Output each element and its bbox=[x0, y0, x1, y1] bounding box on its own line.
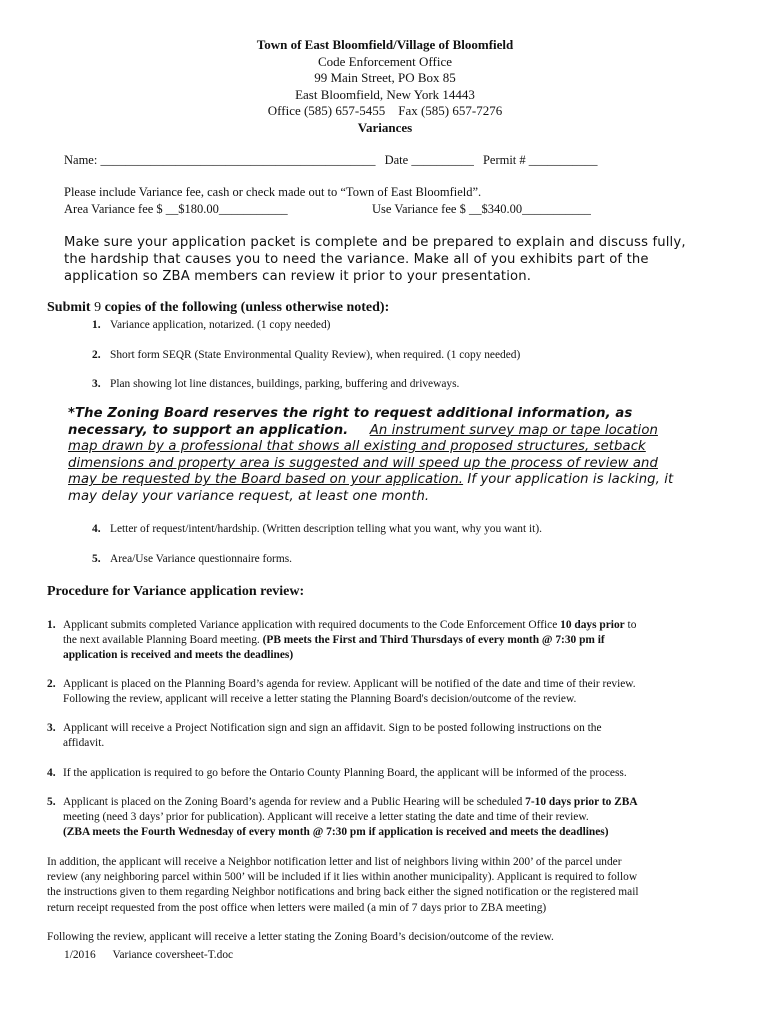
list-item bbox=[92, 552, 292, 567]
warning-line: If your application is lacking, it bbox=[463, 472, 674, 488]
submit-heading-pre: Submit bbox=[47, 300, 95, 315]
permit-label: Permit # bbox=[482, 153, 526, 167]
header-town: Town of East Bloomfield/Village of Bloomfield bbox=[256, 37, 514, 52]
use-fee-value: __$340.00___________ bbox=[468, 202, 591, 216]
submit-heading bbox=[47, 300, 389, 316]
procedure-heading: Procedure for Variance application review: bbox=[47, 584, 305, 599]
list-item bbox=[92, 377, 459, 392]
list-text: Variance application, notarized. (1 copy needed) bbox=[110, 319, 331, 331]
notice-line: Make sure your application packet is complete and be prepared to explain and discuss fully, bbox=[64, 235, 686, 250]
header-phone-fax: Office (585) 657-5455 Fax (585) 657-7276 bbox=[267, 103, 503, 118]
step-text: Applicant is placed on the Zoning Board’s agenda for review and a Public Hearing will be scheduled bbox=[63, 796, 526, 808]
use-fee-label: Use Variance fee $ bbox=[372, 202, 466, 216]
footer-date: 1/2016 bbox=[64, 949, 96, 961]
area-fee-value: __$180.00___________ bbox=[165, 202, 288, 216]
warning-line: necessary, to support an application. bbox=[68, 422, 349, 438]
warning-line: may delay your variance request, at least one month. bbox=[68, 488, 430, 504]
paragraph-line: return receipt requested from the post office when letters were mailed (a min of 7 days prior to ZBA meeting) bbox=[47, 901, 547, 914]
paragraph-line: review (any neighboring parcel within 500’ will be included if it lies within another municipality). Applicant is required to follow bbox=[47, 871, 638, 884]
use-fee-row bbox=[372, 202, 591, 217]
list-item bbox=[92, 522, 542, 537]
name-label: Name: bbox=[64, 153, 98, 167]
step-text-bold: 10 days prior bbox=[560, 619, 625, 631]
notice-line: the hardship that causes you to need the variance. Make all of you exhibits part of the bbox=[64, 252, 649, 267]
step-text: Following the review, applicant will receive a letter stating the Planning Board's decision/outcome of the review. bbox=[63, 693, 577, 706]
notice-line: application so ZBA members can review it prior to your presentation. bbox=[64, 269, 532, 284]
list-text: Plan showing lot line distances, buildings, parking, buffering and driveways. bbox=[110, 378, 460, 390]
area-fee-row bbox=[64, 202, 288, 217]
list-number: 3. bbox=[92, 378, 101, 390]
neighbor-notification-paragraph bbox=[47, 855, 727, 916]
following-review-paragraph: Following the review, applicant will receive a letter stating the Zoning Board’s decision/outcome of the review. bbox=[47, 931, 554, 943]
copies-count: 9 bbox=[94, 300, 102, 315]
warning-underlined: dimensions and property area is suggested and will speed up the process of review and bbox=[68, 455, 658, 471]
list-number: 2. bbox=[92, 349, 101, 361]
list-number: 4. bbox=[92, 523, 101, 535]
notice-paragraph bbox=[64, 234, 686, 285]
area-fee-label: Area Variance fee $ bbox=[64, 202, 163, 216]
header-office: Code Enforcement Office bbox=[317, 53, 453, 69]
submit-heading-post: copies of the following (unless otherwise noted): bbox=[101, 300, 390, 315]
procedure-step bbox=[47, 677, 717, 707]
procedure-step bbox=[47, 721, 717, 751]
step-text: the next available Planning Board meeting. bbox=[63, 634, 263, 647]
procedure-step bbox=[47, 795, 717, 841]
paragraph-line: In addition, the applicant will receive a Neighbor notification letter and list of neighbors living within 200’ of the parcel under bbox=[47, 856, 622, 868]
step-text: Applicant will receive a Project Notification sign and sign an affidavit. Sign to be posted following instructions on the bbox=[63, 722, 602, 734]
step-text-bold: (PB meets the First and Third Thursdays of every month @ 7:30 pm if bbox=[262, 634, 605, 647]
list-item bbox=[92, 348, 520, 363]
zoning-board-warning bbox=[68, 406, 673, 506]
list-text: Letter of request/intent/hardship. (Written description telling what you want, why you want it). bbox=[110, 523, 542, 535]
step-text-bold: application is received and meets the deadlines) bbox=[63, 649, 294, 662]
letterhead bbox=[0, 37, 770, 136]
step-number: 2. bbox=[47, 678, 56, 690]
step-text-bold: 7-10 days prior to ZBA bbox=[525, 796, 638, 808]
step-text: to bbox=[624, 619, 637, 631]
step-number: 1. bbox=[47, 619, 56, 631]
step-text: affidavit. bbox=[63, 737, 105, 750]
name-date-permit-row bbox=[64, 153, 598, 168]
paragraph-line: the instructions given to them regarding Neighbor notifications and bring back either the signed notification or the registered mail bbox=[47, 886, 639, 899]
list-number: 1. bbox=[92, 319, 101, 331]
step-number: 3. bbox=[47, 722, 56, 734]
header-address: 99 Main Street, PO Box 85 bbox=[314, 70, 456, 85]
warning-underlined: map drawn by a professional that shows all existing and proposed structures, setback bbox=[68, 439, 646, 455]
permit-field[interactable]: ___________ bbox=[528, 153, 598, 167]
date-field[interactable]: __________ bbox=[411, 153, 474, 167]
step-number: 5. bbox=[47, 796, 56, 808]
name-field[interactable]: ____________________________________________ bbox=[100, 153, 376, 167]
warning-underlined: An instrument survey map or tape location bbox=[369, 422, 658, 438]
list-text: Short form SEQR (State Environmental Quality Review), when required. (1 copy needed) bbox=[110, 349, 521, 361]
step-text-bold: (ZBA meets the Fourth Wednesday of every month @ 7:30 pm if application is received and meets the deadlines) bbox=[63, 826, 609, 839]
step-number: 4. bbox=[47, 767, 56, 779]
warning-underlined: may be requested by the Board based on your application. bbox=[68, 472, 464, 488]
step-text: Applicant is placed on the Planning Board’s agenda for review. Applicant will be notified of the date and time of their review. bbox=[63, 678, 636, 690]
step-text: If the application is required to go before the Ontario County Planning Board, the applicant will be informed of the process. bbox=[63, 767, 627, 779]
list-item bbox=[92, 318, 330, 333]
fee-intro: Please include Variance fee, cash or check made out to “Town of East Bloomfield”. bbox=[64, 185, 482, 199]
warning-line: *The Zoning Board reserves the right to request additional information, as bbox=[68, 406, 633, 421]
footer-filename: Variance coversheet-T.doc bbox=[112, 949, 234, 961]
procedure-step bbox=[47, 766, 717, 781]
page-footer bbox=[64, 949, 233, 961]
list-text: Area/Use Variance questionnaire forms. bbox=[110, 553, 292, 565]
list-number: 5. bbox=[92, 553, 101, 565]
date-label: Date bbox=[384, 153, 409, 167]
procedure-step bbox=[47, 618, 717, 664]
header-city: East Bloomfield, New York 14443 bbox=[295, 86, 475, 102]
step-text: meeting (need 3 days’ prior for publication). Applicant will receive a letter stating the date and time of their review. bbox=[63, 811, 589, 824]
page-title: Variances bbox=[357, 119, 413, 135]
step-text: Applicant submits completed Variance application with required documents to the Code Enforcement Office bbox=[63, 619, 561, 631]
